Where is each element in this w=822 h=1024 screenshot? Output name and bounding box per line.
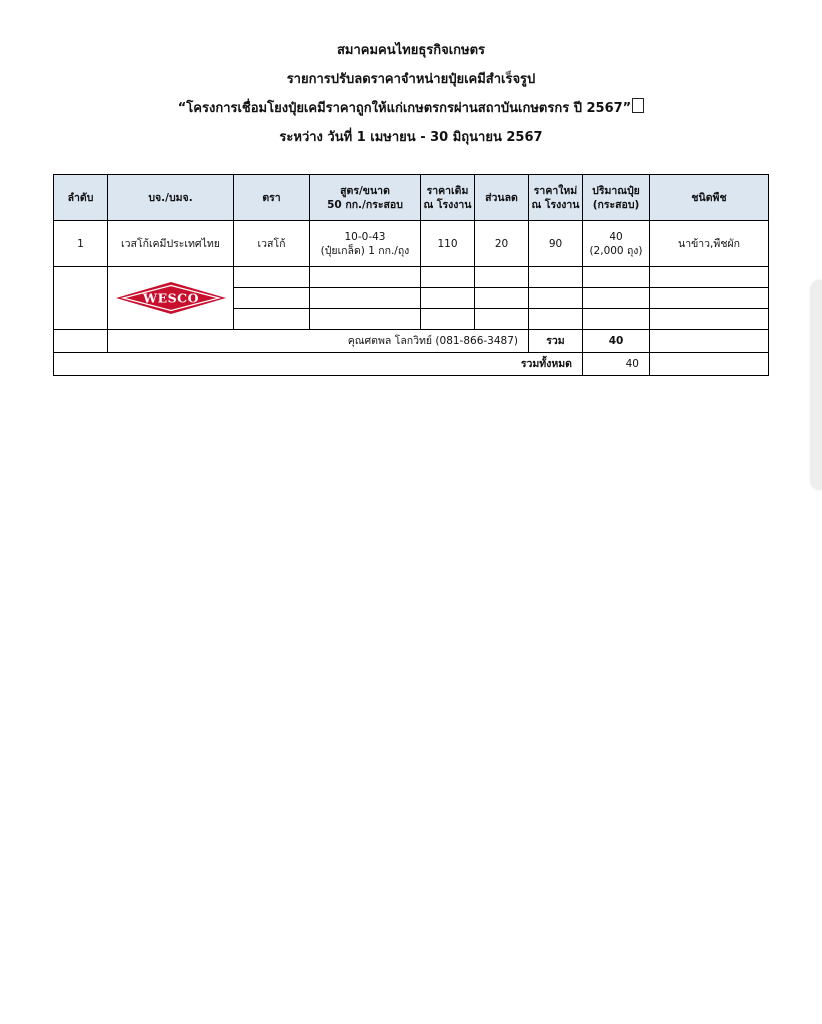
side-scroll-handle[interactable] (812, 280, 822, 490)
cell-blank (650, 309, 769, 330)
cell-blank (54, 330, 108, 353)
document-header (0, 36, 822, 152)
contact-person: คุณศตพล โลกวิทย์ (081-866-3487) (108, 330, 529, 353)
subtotal-value: 40 (583, 330, 650, 353)
cell-new-price: 90 (529, 221, 583, 267)
cell-company: เวสโก้เคมีประเทศไทย (108, 221, 234, 267)
cell-blank (421, 267, 475, 288)
total-label: รวมทั้งหมด (54, 353, 583, 376)
cell-blank (650, 330, 769, 353)
period-range: ระหว่าง วันที่ 1 เมษายน - 30 มิถุนายน 2567 (279, 130, 543, 145)
project-name-line (0, 94, 822, 123)
subtotal-label: รวม (529, 330, 583, 353)
col-company: บจ./บมจ. (108, 175, 234, 221)
cell-blank (583, 309, 650, 330)
cell-blank (421, 309, 475, 330)
cell-blank (583, 288, 650, 309)
table-header-row (54, 175, 769, 221)
col-discount: ส่วนลด (475, 175, 529, 221)
cell-brand: เวสโก้ (234, 221, 310, 267)
col-crop: ชนิดพืช (650, 175, 769, 221)
cell-formula-line1: 10-0-43 (344, 230, 386, 243)
cell-blank (529, 267, 583, 288)
fertilizer-price-table (53, 174, 769, 376)
cell-blank (234, 309, 310, 330)
col-formula (310, 175, 421, 221)
col-old-price-line1: ราคาเดิม (426, 184, 469, 197)
total-value: 40 (583, 353, 650, 376)
cell-blank (310, 267, 421, 288)
project-name: “โครงการเชื่อมโยงปุ๋ยเคมีราคาถูกให้แก่เกษตรกรผ่านสถาบันเกษตรกร ปี 2567” (177, 101, 632, 116)
cell-blank (475, 309, 529, 330)
cell-blank (310, 288, 421, 309)
cell-blank (650, 267, 769, 288)
missing-glyph-box-icon (632, 98, 644, 113)
cell-blank (54, 267, 108, 330)
cell-formula (310, 221, 421, 267)
cell-blank (234, 288, 310, 309)
col-seq: ลำดับ (54, 175, 108, 221)
document-subject: รายการปรับลดราคาจำหน่ายปุ๋ยเคมีสำเร็จรูป (286, 72, 536, 87)
cell-formula-line2: (ปุ๋ยเกล็ด) 1 กก./ถุง (320, 244, 410, 257)
cell-blank (475, 288, 529, 309)
cell-discount: 20 (475, 221, 529, 267)
cell-blank (529, 309, 583, 330)
cell-blank (475, 267, 529, 288)
cell-quantity-line1: 40 (609, 230, 623, 243)
cell-blank (650, 288, 769, 309)
cell-logo (108, 267, 234, 330)
col-new-price (529, 175, 583, 221)
table-row (54, 221, 769, 267)
cell-blank (421, 288, 475, 309)
col-brand: ตรา (234, 175, 310, 221)
cell-seq: 1 (54, 221, 108, 267)
cell-quantity-line2: (2,000 ถุง) (589, 244, 643, 257)
table-row (54, 267, 769, 288)
col-quantity-line2: (กระสอบ) (592, 198, 640, 211)
col-quantity (583, 175, 650, 221)
cell-quantity (583, 221, 650, 267)
cell-blank (529, 288, 583, 309)
cell-blank (234, 267, 310, 288)
col-new-price-line1: ราคาใหม่ (533, 184, 578, 197)
wesco-logo (115, 281, 227, 315)
total-row (54, 353, 769, 376)
cell-crop: นาข้าว,พืชผัก (650, 221, 769, 267)
col-formula-line1: สูตร/ขนาด (340, 184, 390, 197)
col-old-price-line2: ณ โรงงาน (423, 198, 472, 211)
logo-text: WESCO (142, 290, 199, 306)
cell-old-price: 110 (421, 221, 475, 267)
col-old-price (421, 175, 475, 221)
col-new-price-line2: ณ โรงงาน (531, 198, 580, 211)
col-formula-line2: 50 กก./กระสอบ (327, 198, 403, 211)
cell-blank (583, 267, 650, 288)
org-name: สมาคมคนไทยธุรกิจเกษตร (336, 43, 486, 58)
subtotal-row (54, 330, 769, 353)
cell-blank (650, 353, 769, 376)
cell-blank (310, 309, 421, 330)
col-quantity-line1: ปริมาณปุ๋ย (592, 184, 640, 197)
